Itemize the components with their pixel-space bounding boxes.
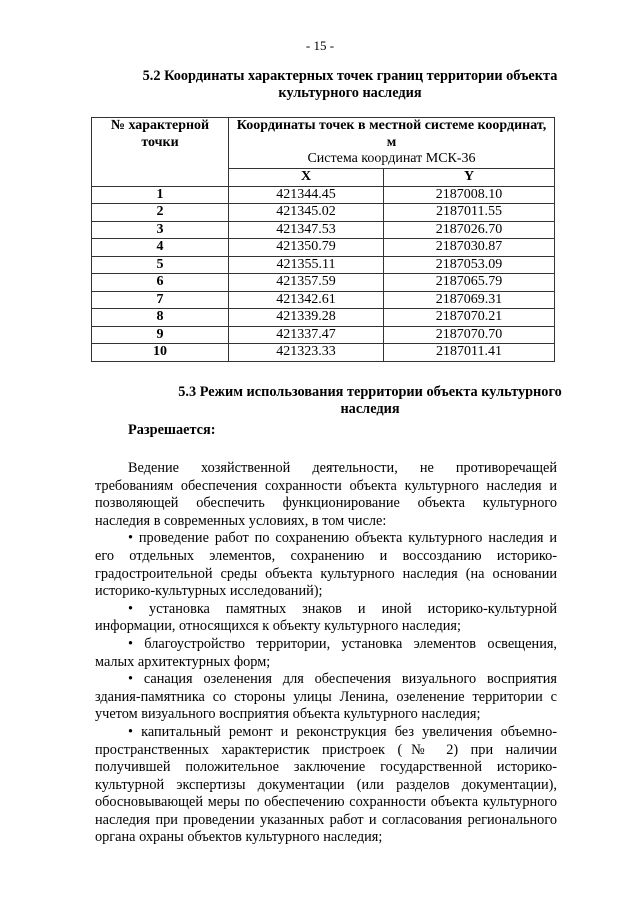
- bullet-item: • санация озеленения для обеспечения визуального восприятия здания-памятника со стороны улицы Ленина, озеленение территории с учетом визуального восприятия объекта культурного наследия;: [95, 671, 557, 723]
- point-number: 10: [92, 344, 229, 362]
- bullet-item: • капитальный ремонт и реконструкция без увеличения объемно-пространственных характеристик пристроек (№ 2) при наличии получившей положительное заключение государственной историко-культурной экспертизы документации (или разделов документации), обосновывающей меры по обеспечению сохранности объекта культурного наследия при проведении указанных работ и согласования регионального органа охраны объектов культурного наследия;: [95, 723, 557, 846]
- x-coordinate: 421355.11: [229, 256, 384, 274]
- coordinates-table: [91, 117, 555, 362]
- point-number: 2: [92, 204, 229, 222]
- y-coordinate: 2187070.21: [384, 309, 555, 327]
- y-coordinate: 2187026.70: [384, 221, 555, 239]
- table-row: [92, 291, 555, 309]
- body-text: [95, 460, 557, 847]
- x-coordinate: 421345.02: [229, 204, 384, 222]
- point-number: 3: [92, 221, 229, 239]
- table-row: [92, 344, 555, 362]
- table-row: [92, 256, 555, 274]
- table-row: [92, 274, 555, 292]
- allowed-label: Разрешается:: [128, 422, 216, 438]
- x-coordinate: 421339.28: [229, 309, 384, 327]
- x-coordinate: 421347.53: [229, 221, 384, 239]
- point-number: 7: [92, 291, 229, 309]
- x-coordinate: 421342.61: [229, 291, 384, 309]
- coordinate-system-label: Система координат МСК-36: [307, 151, 476, 166]
- y-coordinate: 2187008.10: [384, 186, 555, 204]
- x-coordinate: 421323.33: [229, 344, 384, 362]
- point-number: 9: [92, 326, 229, 344]
- table-row: [92, 204, 555, 222]
- x-coordinate: 421344.45: [229, 186, 384, 204]
- point-number: 6: [92, 274, 229, 292]
- bullet-item: • благоустройство территории, установка элементов освещения, малых архитектурных форм;: [95, 635, 557, 670]
- point-number: 8: [92, 309, 229, 327]
- y-coordinate: 2187053.09: [384, 256, 555, 274]
- section-5-2-title: 5.2 Координаты характерных точек границ территории объекта культурного наследия: [142, 68, 558, 101]
- paragraph: Ведение хозяйственной деятельности, не противоречащей требованиям обеспечения сохранности объекта культурного наследия и позволяющей обеспечить функционирование объекта культурного наследия в современных условиях, в том числе:: [95, 460, 557, 529]
- table-row: [92, 239, 555, 257]
- y-coordinate: 2187070.70: [384, 326, 555, 344]
- y-coordinate: 2187011.55: [384, 204, 555, 222]
- bullet-item: • установка памятных знаков и иной историко-культурной информации, относящихся к объекту культурного наследия;: [95, 600, 557, 635]
- point-number: 1: [92, 186, 229, 204]
- page-number: - 15 -: [305, 38, 335, 53]
- coordinates-header-title: Координаты точек в местной системе координат, м: [236, 118, 547, 150]
- table-row: [92, 186, 555, 204]
- y-coordinate: 2187030.87: [384, 239, 555, 257]
- coordinates-header: [229, 118, 555, 169]
- y-coordinate: 2187011.41: [384, 344, 555, 362]
- x-coordinate: 421350.79: [229, 239, 384, 257]
- point-number-header: № характерной точки: [92, 118, 229, 187]
- table-row: [92, 326, 555, 344]
- point-number: 4: [92, 239, 229, 257]
- section-5-3-title: 5.3 Режим использования территории объекта культурного наследия: [178, 384, 562, 417]
- y-coordinate: 2187065.79: [384, 274, 555, 292]
- x-coordinate: 421357.59: [229, 274, 384, 292]
- table-row: [92, 221, 555, 239]
- y-coordinate: 2187069.31: [384, 291, 555, 309]
- y-header: Y: [384, 169, 555, 187]
- bullet-item: • проведение работ по сохранению объекта культурного наследия и его отдельных элементов, сохранению и воссозданию историко-градостроительной среды объекта культурного наследия (на основании историко-культурных исследований);: [95, 530, 557, 600]
- table-row: [92, 309, 555, 327]
- x-coordinate: 421337.47: [229, 326, 384, 344]
- point-number: 5: [92, 256, 229, 274]
- x-header: X: [229, 169, 384, 187]
